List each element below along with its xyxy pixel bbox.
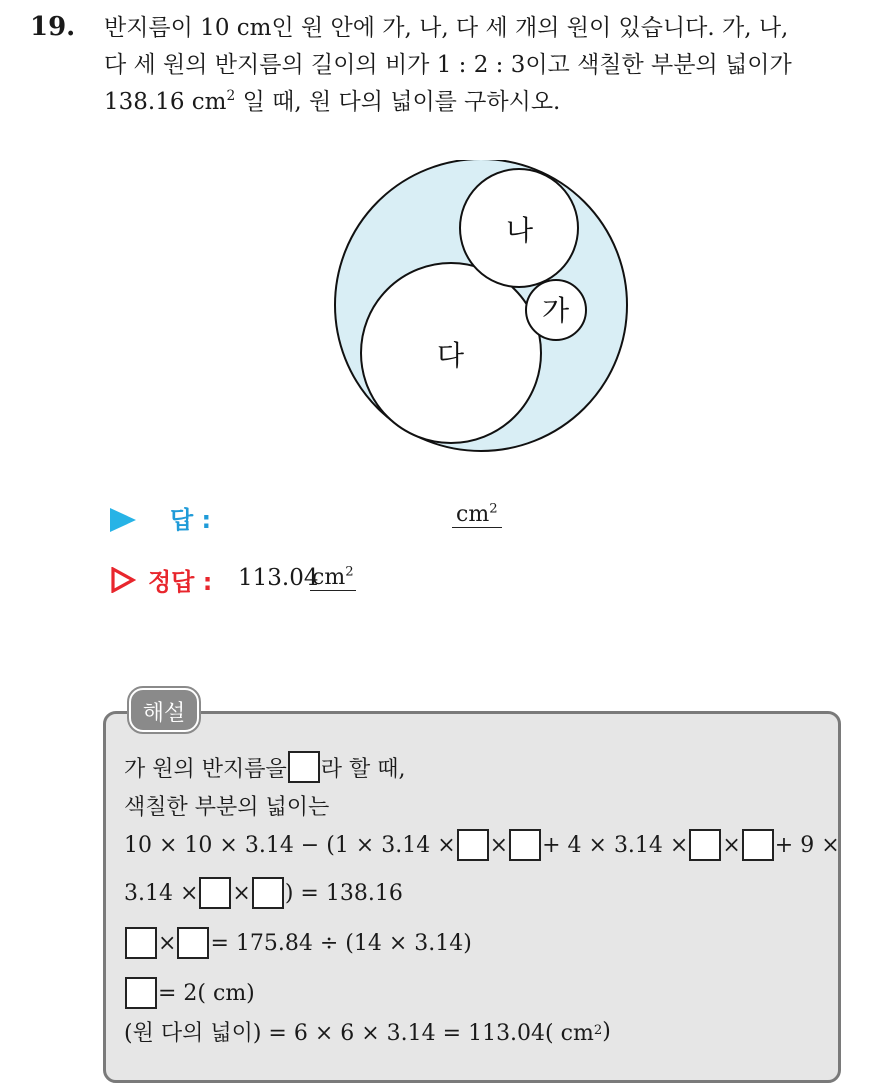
blank-box [457, 829, 489, 861]
solution-line-5-b: = 175.84 ÷ (14 × 3.14) [210, 930, 472, 956]
solution-line-3-a: 10 × 10 × 3.14 − (1 × 3.14 × [124, 832, 456, 858]
solution-line-4-b: × [232, 880, 251, 906]
question-line-3-post: 일 때, 원 다의 넓이를 구하시오. [235, 89, 561, 115]
solution-line-6 [124, 974, 255, 1012]
blank-box [199, 877, 231, 909]
correct-unit-text: cm [312, 565, 346, 590]
solution-line-2-text: 색칠한 부분의 넓이는 [124, 794, 330, 820]
solution-tab [129, 688, 199, 732]
answer-unit [452, 502, 502, 528]
solution-line-3-b: × [489, 832, 509, 858]
solution-line-4-a: 3.14 × [124, 880, 199, 906]
solution-line-1-a: 가 원의 반지름을 [124, 756, 287, 782]
circle-figure [332, 160, 632, 456]
solution-line-2 [124, 786, 329, 824]
blank-box [125, 927, 157, 959]
solution-line-3-c: + 4 × 3.14 × [542, 832, 689, 858]
solution-line-5 [124, 924, 472, 962]
solution-line-3-d: × [722, 832, 741, 858]
solution-line-3-e: + 9 × [774, 832, 840, 858]
correct-answer-label: 정답 : [148, 568, 213, 596]
label-ga: 가 [542, 294, 570, 327]
answer-label: 답 : [170, 506, 212, 534]
correct-answer-value: 113.04 [238, 565, 319, 591]
correct-unit-sup: 2 [345, 564, 354, 580]
solution-line-7-post: ) [602, 1018, 611, 1044]
question-number: 19. [30, 12, 76, 42]
label-da: 다 [437, 339, 465, 372]
correct-answer-row [110, 562, 610, 598]
question-line-3-sup: 2 [226, 88, 236, 105]
answer-unit-sup: 2 [489, 501, 498, 517]
outline-arrow-icon [110, 567, 136, 593]
blank-box [125, 977, 157, 1009]
question-line-1: 반지름이 10 cm인 원 안에 가, 나, 다 세 개의 원이 있습니다. 가, 나, [104, 15, 789, 41]
solution-line-1 [124, 748, 406, 786]
solution-line-7-pre: (원 다의 넓이) = 6 × 6 × 3.14 = 113.04( cm [124, 1020, 594, 1046]
correct-answer-unit [310, 565, 356, 591]
solution-line-1-b: 라 할 때, [320, 756, 406, 782]
blank-box [509, 829, 541, 861]
solution-line-5-a: × [158, 930, 177, 956]
label-na: 나 [506, 214, 534, 247]
question-text [104, 10, 874, 121]
blank-box [689, 829, 721, 861]
solution-line-7: (원 다의 넓이) = 6 × 6 × 3.14 = 113.04( cm 2 ) [124, 1012, 611, 1050]
question-line-3 [104, 84, 874, 121]
blank-box [742, 829, 774, 861]
blank-box [177, 927, 209, 959]
solution-tab-label: 해설 [142, 701, 186, 726]
blank-box [288, 751, 320, 783]
blank-box [252, 877, 284, 909]
solution-line-6-text: = 2( cm) [158, 980, 255, 1006]
answer-row [110, 500, 610, 536]
question-line-2: 다 세 원의 반지름의 길이의 비가 1 : 2 : 3이고 색칠한 부분의 넓이가 [104, 52, 792, 78]
solution-line-4 [124, 874, 403, 912]
question-line-3-pre: 138.16 cm [104, 89, 227, 115]
solution-line-3 [124, 826, 840, 864]
play-arrow-icon [110, 508, 136, 532]
solution-line-4-c: ) = 138.16 [284, 880, 403, 906]
answer-unit-text: cm [456, 502, 490, 527]
